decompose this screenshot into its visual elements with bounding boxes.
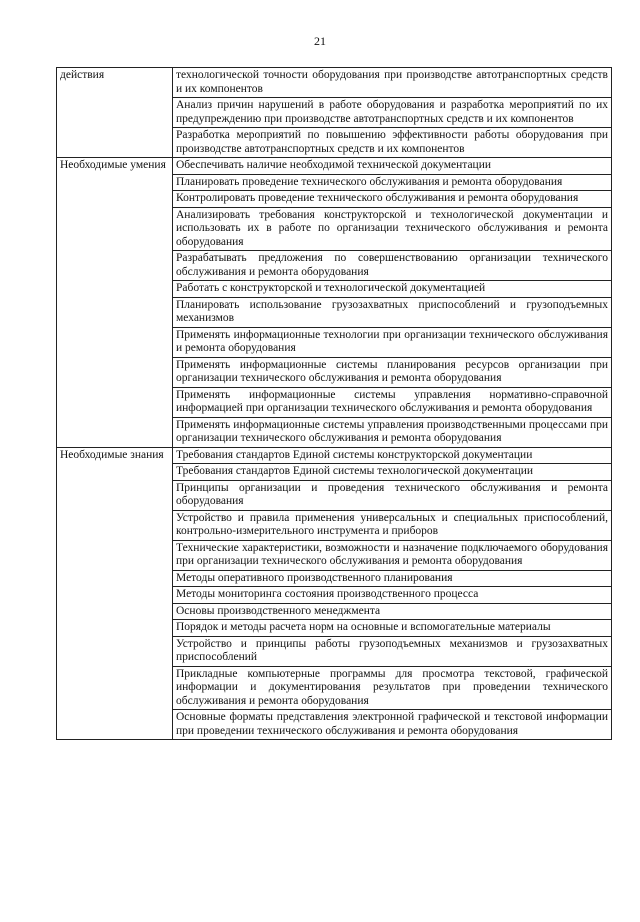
requirement-text: Требования стандартов Единой системы технологической документации bbox=[173, 464, 612, 481]
table-body bbox=[57, 68, 612, 740]
requirement-text: Применять информационные системы управления нормативно-справочной информацией при организации технического обслуживания и ремонта оборудования bbox=[173, 387, 612, 417]
requirement-text: Основы производственного менеджмента bbox=[173, 603, 612, 620]
requirement-text: Планировать использование грузозахватных приспособлений и грузоподъемных механизмов bbox=[173, 297, 612, 327]
requirement-text: Планировать проведение технического обслуживания и ремонта оборудования bbox=[173, 174, 612, 191]
table-row bbox=[57, 447, 612, 464]
table-row bbox=[57, 158, 612, 175]
requirement-text: Принципы организации и проведения технического обслуживания и ремонта оборудования bbox=[173, 480, 612, 510]
section-required-knowledge-label: Необходимые знания bbox=[57, 447, 173, 740]
section-actions-label: действия bbox=[57, 68, 173, 158]
requirement-text: Анализировать требования конструкторской и технологической документации и использовать их в работе по организации технического обслуживания и ремонта оборудования bbox=[173, 207, 612, 251]
requirement-text: Работать с конструкторской и технологической документацией bbox=[173, 281, 612, 298]
requirement-text: Анализ причин нарушений в работе оборудования и разработка мероприятий по их предупреждению при производстве автотранспортных средств и их компонентов bbox=[173, 98, 612, 128]
competency-table bbox=[56, 67, 612, 740]
requirement-text: Основные форматы представления электронной графической и текстовой информации при проведении технического обслуживания и ремонта оборудования bbox=[173, 710, 612, 740]
requirement-text: Технические характеристики, возможности и назначение подключаемого оборудования при организации технического обслуживания и ремонта оборудования bbox=[173, 540, 612, 570]
section-required-skills-label: Необходимые умения bbox=[57, 158, 173, 448]
requirement-text: Применять информационные системы планирования ресурсов организации при организации технического обслуживания и ремонта оборудования bbox=[173, 357, 612, 387]
table-row bbox=[57, 68, 612, 98]
requirement-text: Разрабатывать предложения по совершенствованию организации технического обслуживания и ремонта оборудования bbox=[173, 251, 612, 281]
requirement-text: Прикладные компьютерные программы для просмотра текстовой, графической информации и документирования результатов при проведении технического обслуживания и ремонта оборудования bbox=[173, 666, 612, 710]
requirement-text: Контролировать проведение технического обслуживания и ремонта оборудования bbox=[173, 191, 612, 208]
requirement-text: Порядок и методы расчета норм на основные и вспомогательные материалы bbox=[173, 620, 612, 637]
requirement-text: технологической точности оборудования при производстве автотранспортных средств и их компонентов bbox=[173, 68, 612, 98]
requirement-text: Устройство и правила применения универсальных и специальных приспособлений, контрольно-измерительного инструмента и приборов bbox=[173, 510, 612, 540]
requirement-text: Применять информационные технологии при организации технического обслуживания и ремонта оборудования bbox=[173, 327, 612, 357]
requirement-text: Методы мониторинга состояния производственного процесса bbox=[173, 587, 612, 604]
requirement-text: Устройство и принципы работы грузоподъемных механизмов и грузозахватных приспособлений bbox=[173, 636, 612, 666]
requirement-text: Обеспечивать наличие необходимой технической документации bbox=[173, 158, 612, 175]
requirement-text: Применять информационные системы управления производственными процессами при организации технического обслуживания и ремонта оборудования bbox=[173, 417, 612, 447]
requirement-text: Методы оперативного производственного планирования bbox=[173, 570, 612, 587]
page-number: 21 bbox=[314, 34, 326, 48]
requirement-text: Требования стандартов Единой системы конструкторской документации bbox=[173, 447, 612, 464]
requirement-text: Разработка мероприятий по повышению эффективности работы оборудования при производстве автотранспортных средств и их компонентов bbox=[173, 128, 612, 158]
